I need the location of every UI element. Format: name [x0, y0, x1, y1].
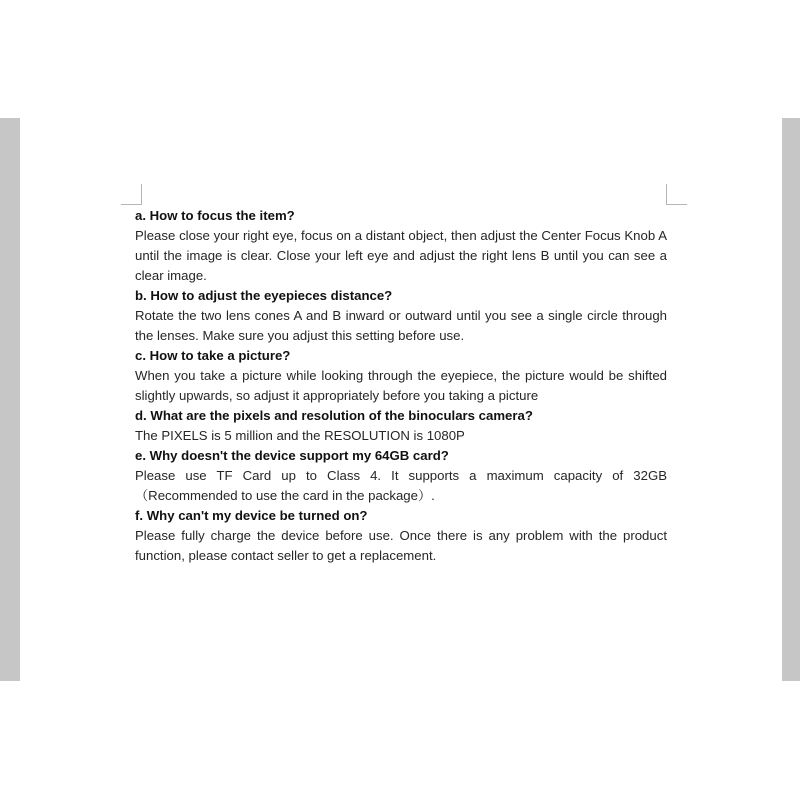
margin-corner-mark-left [121, 184, 142, 205]
document-page [20, 118, 782, 681]
faq-item [135, 406, 667, 446]
faq-item [135, 446, 667, 506]
faq-answer: When you take a picture while looking through the eyepiece, the picture would be shifted slightly upwards, so adjust it appropriately before you taking a picture [135, 368, 667, 403]
faq-question: a. How to focus the item? [135, 208, 295, 223]
faq-item [135, 206, 667, 286]
margin-corner-mark-right [666, 184, 687, 205]
faq-answer: Please use TF Card up to Class 4. It supports a maximum capacity of 32GB （Recommended to use the card in the package）. [135, 468, 667, 503]
faq-question: f. Why can't my device be turned on? [135, 508, 368, 523]
faq-item [135, 286, 667, 346]
faq-question: e. Why doesn't the device support my 64GB card? [135, 448, 449, 463]
faq-question: d. What are the pixels and resolution of the binoculars camera? [135, 408, 533, 423]
faq-question: b. How to adjust the eyepieces distance? [135, 288, 393, 303]
faq-answer: Please fully charge the device before use. Once there is any problem with the product function, please contact seller to get a replacement. [135, 528, 667, 563]
faq-content [135, 206, 667, 566]
faq-answer: Please close your right eye, focus on a distant object, then adjust the Center Focus Knob A until the image is clear. Close your left eye and adjust the right lens B until you can see a clear image. [135, 228, 667, 283]
faq-item [135, 346, 667, 406]
faq-item [135, 506, 667, 566]
faq-question: c. How to take a picture? [135, 348, 291, 363]
faq-answer: The PIXELS is 5 million and the RESOLUTION is 1080P [135, 428, 465, 443]
faq-answer: Rotate the two lens cones A and B inward or outward until you see a single circle through the lenses. Make sure you adjust this setting before use. [135, 308, 667, 343]
